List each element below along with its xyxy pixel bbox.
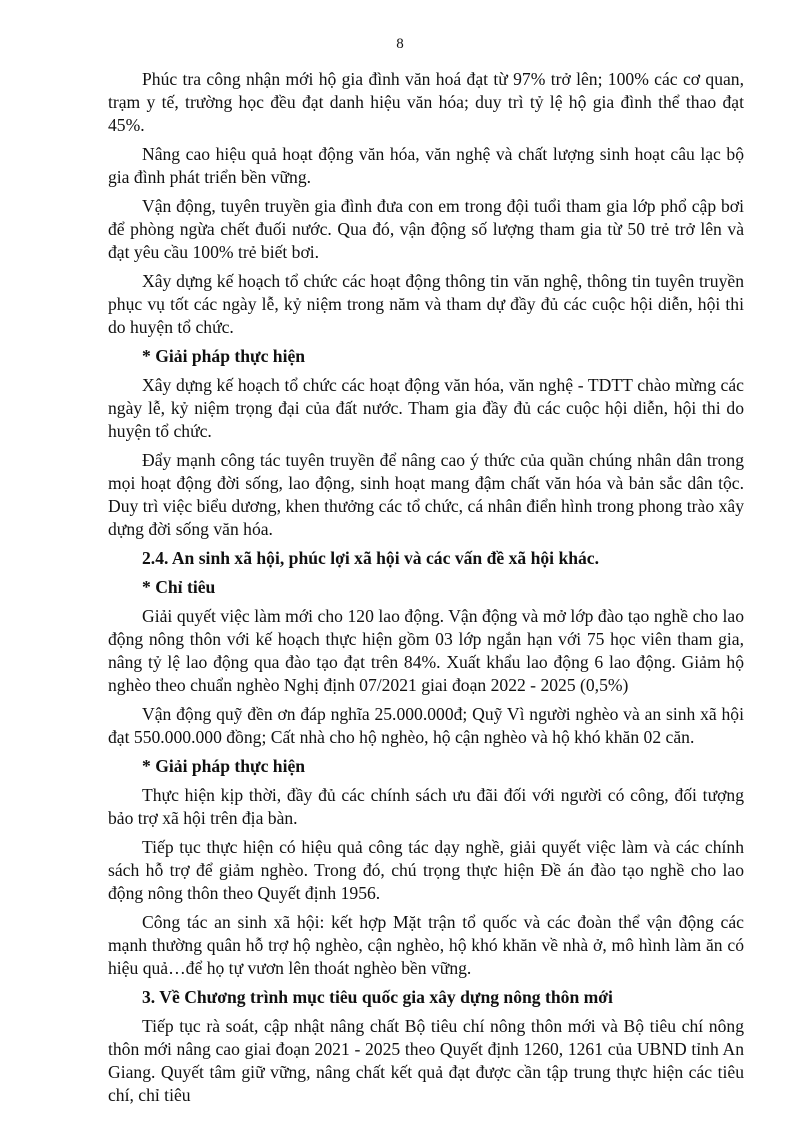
paragraph: Đẩy mạnh công tác tuyên truyền để nâng cao ý thức của quần chúng nhân dân trong mọi hoạt động đời sống, lao động, sinh hoạt mang đậm chất văn hóa và bản sắc dân tộc. Duy trì việc biểu dương, khen thưởng các tổ chức, cá nhân điển hình trong phong trào xây dựng đời sống văn hóa. xyxy=(108,450,744,539)
paragraph: Xây dựng kế hoạch tổ chức các hoạt động văn hóa, văn nghệ - TDTT chào mừng các ngày lễ, kỷ niệm trọng đại của đất nước. Tham gia đầy đủ các cuộc hội diễn, hội thi do huyện tổ chức. xyxy=(108,375,744,441)
section-heading: * Giải pháp thực hiện xyxy=(142,756,306,776)
paragraph: Tiếp tục rà soát, cập nhật nâng chất Bộ tiêu chí nông thôn mới và Bộ tiêu chí nông thôn mới nâng cao giai đoạn 2021 - 2025 theo Quyết định 1260, 1261 của UBND tỉnh An Giang. Quyết tâm giữ vững, nâng chất kết quả đạt được cần tập trung thực hiện các tiêu chí, chỉ tiêu xyxy=(108,1016,744,1105)
section-heading: * Giải pháp thực hiện xyxy=(142,346,306,366)
paragraph: Giải quyết việc làm mới cho 120 lao động. Vận động và mở lớp đào tạo nghề cho lao động nông thôn với kế hoạch thực hiện gồm 03 lớp ngắn hạn với 75 học viên tham gia, nâng tỷ lệ lao động qua đào tạo đạt trên 84%. Xuất khẩu lao động 6 lao động. Giảm hộ nghèo theo chuẩn nghèo Nghị định 07/2021 giai đoạn 2022 - 2025 (0,5%) xyxy=(108,606,744,695)
paragraph: Vận động, tuyên truyền gia đình đưa con em trong đội tuổi tham gia lớp phổ cập bơi để phòng ngừa chết đuối nước. Qua đó, vận động số lượng tham gia từ 50 trẻ trở lên và đạt yêu cầu 100% trẻ biết bơi. xyxy=(108,196,744,262)
paragraph: Vận động quỹ đền ơn đáp nghĩa 25.000.000đ; Quỹ Vì người nghèo và an sinh xã hội đạt 550.000.000 đồng; Cất nhà cho hộ nghèo, hộ cận nghèo và hộ khó khăn 02 căn. xyxy=(108,704,744,747)
paragraph: Thực hiện kịp thời, đầy đủ các chính sách ưu đãi đối với người có công, đối tượng bảo trợ xã hội trên địa bàn. xyxy=(108,785,744,828)
paragraph: Xây dựng kế hoạch tổ chức các hoạt động thông tin văn nghệ, thông tin tuyên truyền phục vụ tốt các ngày lễ, kỷ niệm trong năm và tham dự đầy đủ các cuộc hội diễn, hội thi do huyện tổ chức. xyxy=(108,271,744,337)
paragraph: Tiếp tục thực hiện có hiệu quả công tác dạy nghề, giải quyết việc làm và các chính sách hỗ trợ để giảm nghèo. Trong đó, chú trọng thực hiện Đề án đào tạo nghề cho lao động nông thôn theo Quyết định 1956. xyxy=(108,837,744,903)
page-number: 8 xyxy=(396,36,404,52)
section-heading: 2.4. An sinh xã hội, phúc lợi xã hội và các vấn đề xã hội khác. xyxy=(142,548,600,568)
section-heading: * Chỉ tiêu xyxy=(142,577,216,597)
paragraph: Nâng cao hiệu quả hoạt động văn hóa, văn nghệ và chất lượng sinh hoạt câu lạc bộ gia đình phát triển bền vững. xyxy=(108,144,744,187)
paragraph: Phúc tra công nhận mới hộ gia đình văn hoá đạt từ 97% trở lên; 100% các cơ quan, trạm y tế, trường học đều đạt danh hiệu văn hóa; duy trì tỷ lệ hộ gia đình thể thao đạt 45%. xyxy=(108,69,744,135)
section-heading: 3. Về Chương trình mục tiêu quốc gia xây dựng nông thôn mới xyxy=(142,987,613,1007)
document-body xyxy=(108,68,744,1113)
paragraph: Công tác an sinh xã hội: kết hợp Mặt trận tổ quốc và các đoàn thể vận động các mạnh thường quân hỗ trợ hộ nghèo, cận nghèo, hộ khó khăn về nhà ở, mô hình làm ăn có hiệu quả…để họ tự vươn lên thoát nghèo bền vững. xyxy=(108,912,744,978)
